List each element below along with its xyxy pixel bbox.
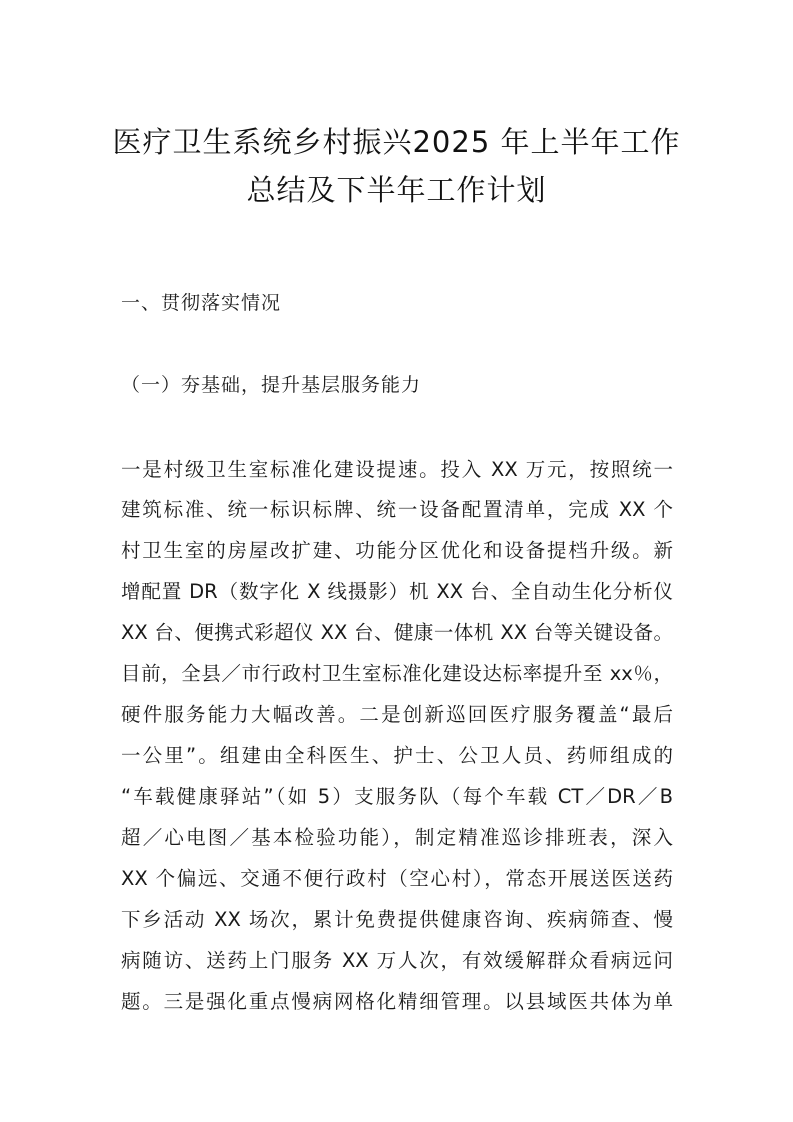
paragraph-line: 硬件服务能力大幅改善。二是创新巡回医疗服务覆盖“最后 xyxy=(121,703,673,726)
section-heading: 一、贯彻落实情况 xyxy=(121,292,282,314)
document-title-line-2: 总结及下半年工作计划 xyxy=(246,173,547,207)
paragraph-line: 建筑标准、统一标识标牌、统一设备配置清单，完成 XX 个 xyxy=(121,498,673,521)
paragraph-line: 超／心电图／基本检验功能），制定精准巡诊排班表，深入 xyxy=(121,826,673,849)
paragraph-line: 目前，全县／市行政村卫生室标准化建设达标率提升至 xx％， xyxy=(121,662,673,685)
paragraph-line: XX 个偏远、交通不便行政村（空心村），常态开展送医送药 xyxy=(121,867,673,890)
paragraph-line: 村卫生室的房屋改扩建、功能分区优化和设备提档升级。新 xyxy=(121,539,673,562)
paragraph-line: 题。三是强化重点慢病网格化精细管理。以县域医共体为单 xyxy=(121,990,673,1013)
paragraph-line: 下乡活动 XX 场次，累计免费提供健康咨询、疾病筛查、慢 xyxy=(121,908,673,931)
subsection-heading: （一）夯基础，提升基层服务能力 xyxy=(121,374,422,396)
paragraph-line: 病随访、送药上门服务 XX 万人次，有效缓解群众看病远问 xyxy=(121,949,673,972)
paragraph-line: XX 台、便携式彩超仪 XX 台、健康一体机 XX 台等关键设备。 xyxy=(121,621,673,644)
paragraph-line: “车载健康驿站”（如 5）支服务队（每个车载 CT／DR／B xyxy=(121,785,673,808)
paragraph-line: 增配置 DR（数字化 X 线摄影）机 XX 台、全自动生化分析仪 xyxy=(121,580,673,603)
document-title-line-1: 医疗卫生系统乡村振兴2025 年上半年工作 xyxy=(112,125,681,159)
paragraph-line: 一是村级卫生室标准化建设提速。投入 XX 万元，按照统一 xyxy=(121,458,673,481)
paragraph-line: 一公里”。组建由全科医生、护士、公卫人员、药师组成的 xyxy=(121,744,673,767)
